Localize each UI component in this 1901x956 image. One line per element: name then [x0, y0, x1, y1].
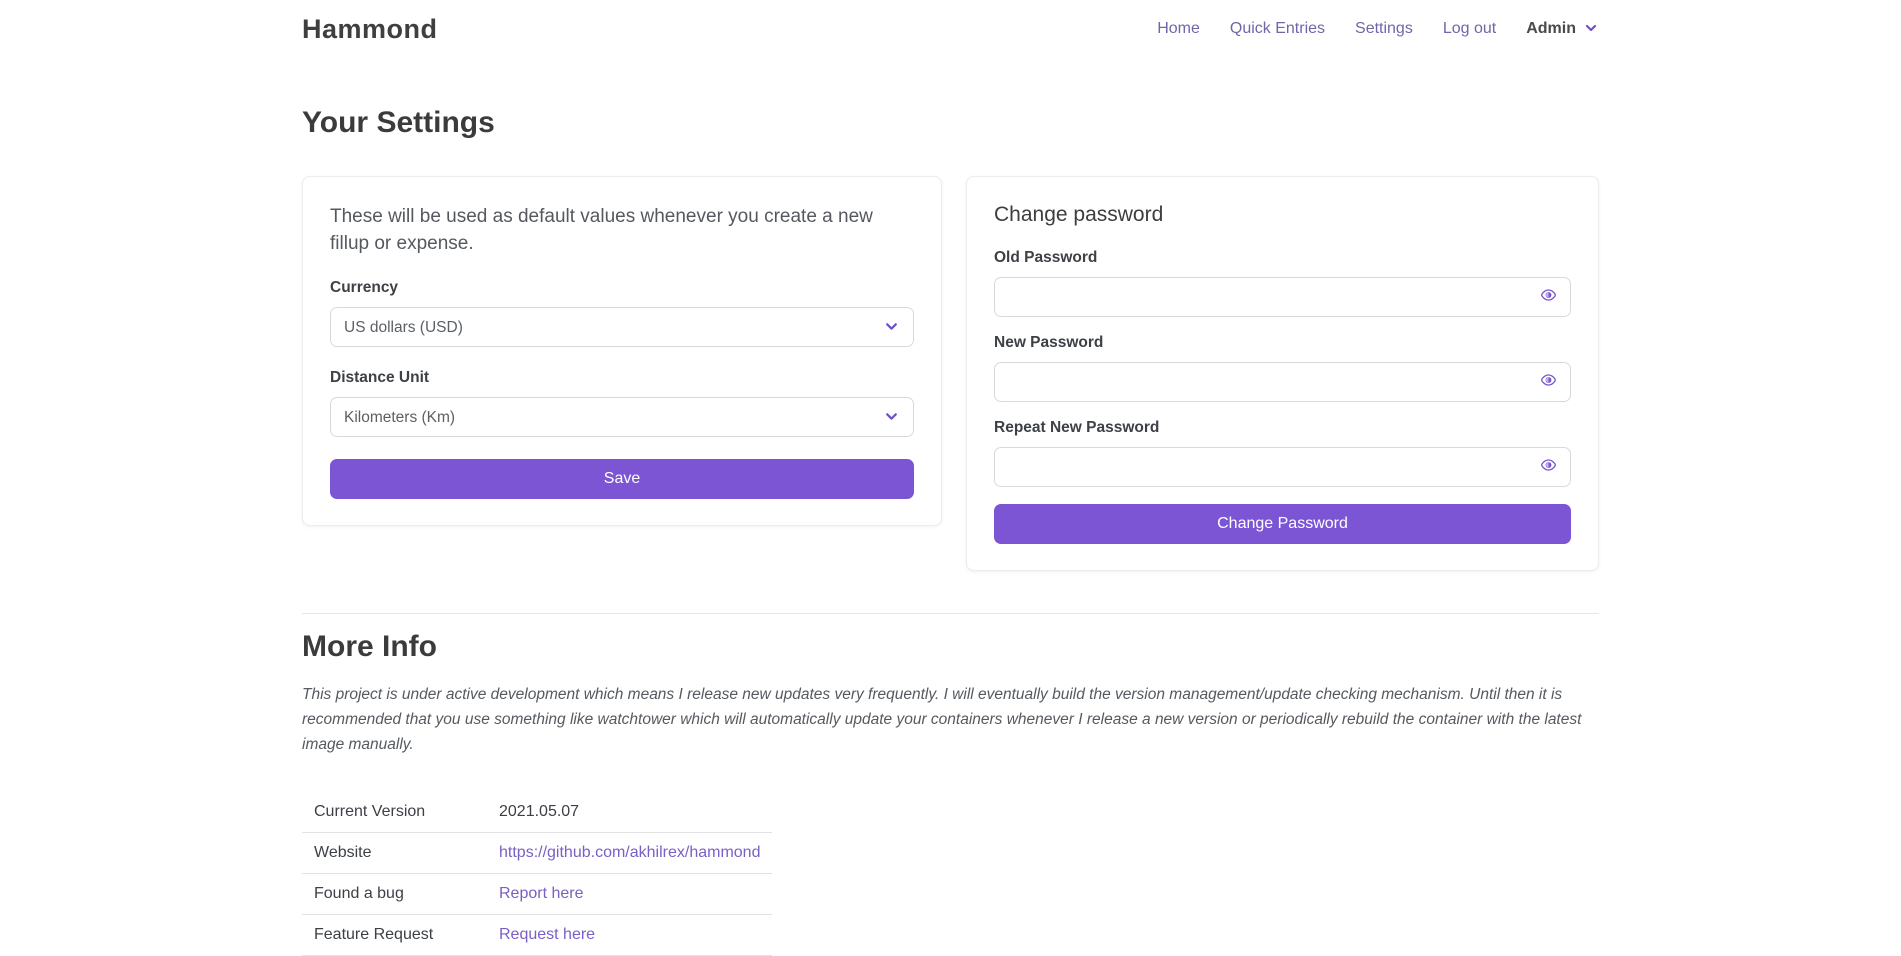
change-password-card	[966, 176, 1599, 571]
user-menu-admin[interactable]	[1526, 18, 1599, 41]
website-link[interactable]: https://github.com/akhilrex/hammond	[499, 844, 761, 861]
new-password-label: New Password	[994, 334, 1104, 351]
page-title: Your Settings	[302, 106, 495, 139]
more-info-note: This project is under active development which means I release new updates very frequently. I will eventually build the version management/update checking mechanism. Until then it is recommended that you use something like watchtower which will automatically update your containers whenever I release a new version or periodically rebuild the container with the latest image manually.	[302, 686, 1582, 753]
new-password-input[interactable]	[994, 362, 1571, 402]
info-label: Feature Request	[302, 915, 487, 956]
more-info-title: More Info	[302, 630, 437, 663]
currency-label: Currency	[330, 279, 399, 296]
top-navbar	[0, 0, 1901, 58]
nav-item-home[interactable]: Home	[1157, 20, 1200, 37]
report-bug-link[interactable]: Report here	[499, 885, 584, 902]
feature-request-link[interactable]: Request here	[499, 926, 596, 943]
table-row	[302, 915, 772, 956]
change-password-title: Change password	[994, 203, 1164, 226]
more-info-table	[302, 792, 772, 956]
eye-icon[interactable]	[1538, 287, 1559, 303]
section-divider	[302, 613, 1599, 614]
info-label: Website	[302, 833, 487, 874]
repeat-password-input[interactable]	[994, 447, 1571, 487]
currency-select[interactable]	[330, 307, 914, 347]
nav-item-quick-entries[interactable]: Quick Entries	[1229, 20, 1326, 37]
repeat-password-label: Repeat New Password	[994, 419, 1160, 436]
save-button[interactable]: Save	[330, 459, 914, 499]
main-nav	[1157, 18, 1599, 41]
info-value: 2021.05.07	[487, 792, 772, 833]
info-label: Found a bug	[302, 874, 487, 915]
eye-icon[interactable]	[1538, 372, 1559, 388]
nav-item-settings[interactable]: Settings	[1355, 20, 1413, 37]
table-row	[302, 833, 772, 874]
brand-logo[interactable]: Hammond	[302, 13, 438, 44]
old-password-input[interactable]	[994, 277, 1571, 317]
user-menu-label: Admin	[1526, 20, 1576, 37]
info-label: Current Version	[302, 792, 487, 833]
default-settings-card	[302, 176, 942, 526]
distance-unit-select[interactable]	[330, 397, 914, 437]
old-password-label: Old Password	[994, 249, 1098, 266]
nav-item-logout[interactable]: Log out	[1442, 20, 1497, 37]
table-row	[302, 874, 772, 915]
change-password-button[interactable]: Change Password	[994, 504, 1571, 544]
eye-icon[interactable]	[1538, 457, 1559, 473]
defaults-description: These will be used as default values whenever you create a new fillup or expense.	[330, 206, 873, 254]
distance-unit-label: Distance Unit	[330, 369, 430, 386]
chevron-down-icon	[1583, 18, 1599, 41]
table-row	[302, 792, 772, 833]
